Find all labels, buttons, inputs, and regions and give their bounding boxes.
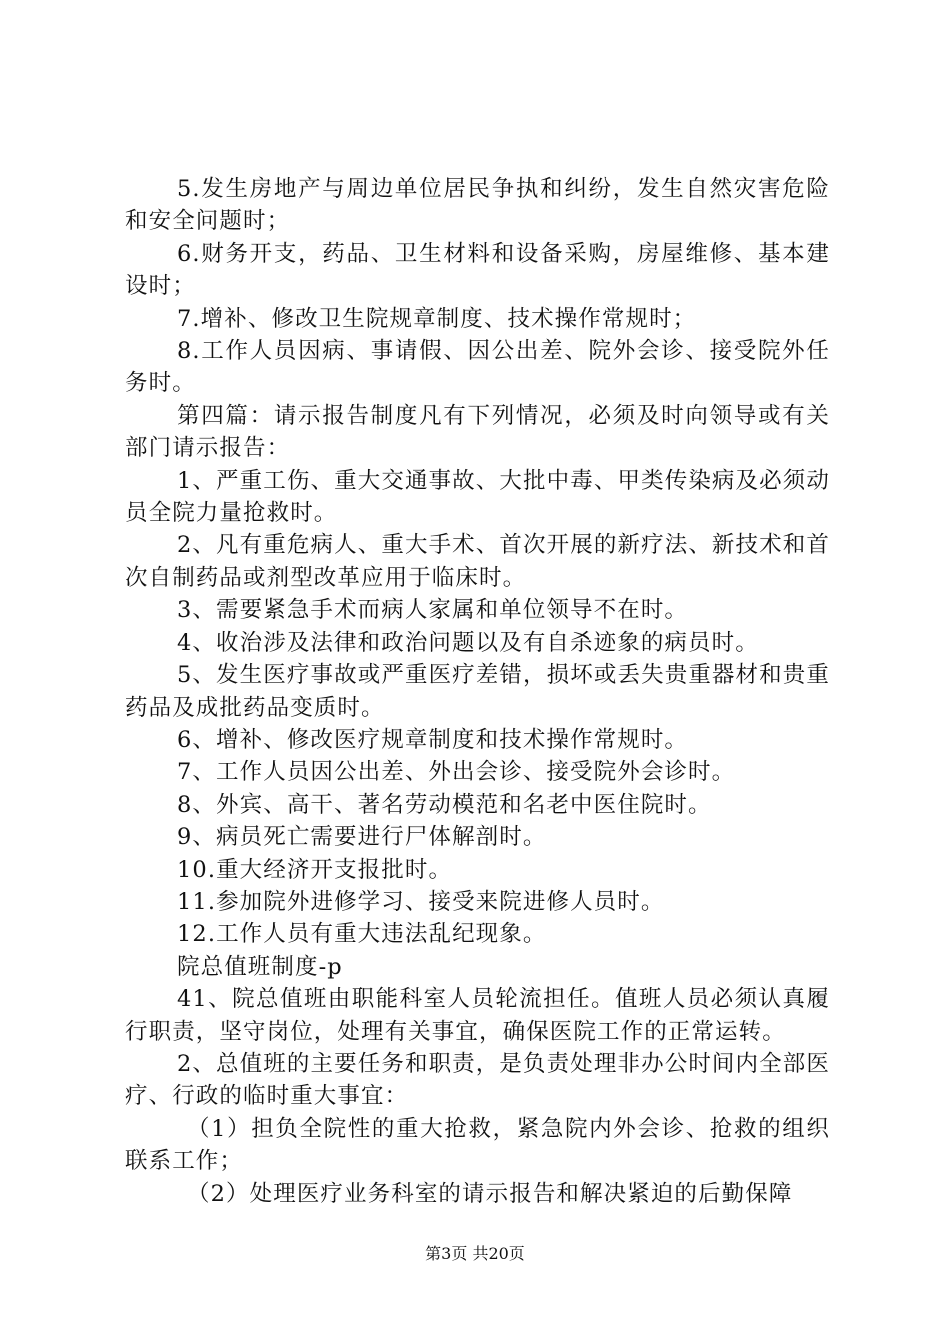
paragraph: 12.工作人员有重大违法乱纪现象。 — [177, 921, 547, 948]
paragraph: 6.财务开支，药品、卫生材料和设备采购，房屋维修、基本建设时； — [125, 240, 830, 300]
paragraph: 5、发生医疗事故或严重医疗差错，损坏或丢失贵重器材和贵重药品及成批药品变质时。 — [125, 662, 830, 721]
paragraph: 2、总值班的主要任务和职责，是负责处理非办公时间内全部医疗、行政的临时重大事宜： — [125, 1050, 830, 1110]
paragraph: 4、收治涉及法律和政治问题以及有自杀迹象的病员时。 — [177, 629, 759, 656]
paragraph: 1、严重工伤、重大交通事故、大批中毒、甲类传染病及必须动员全院力量抢救时。 — [125, 467, 830, 527]
paragraph: 2、凡有重危病人、重大手术、首次开展的新疗法、新技术和首次自制药品或剂型改革应用于临床时。 — [125, 532, 830, 591]
sub-item-paragraph: （2）处理医疗业务科室的请示报告和解决紧迫的后勤保障 — [187, 1180, 793, 1207]
paragraph: 8、外宾、高干、著名劳动模范和名老中医住院时。 — [177, 791, 712, 818]
paragraph: 10.重大经济开支报批时。 — [177, 856, 453, 883]
paragraph: 8.工作人员因病、事请假、因公出差、院外会诊、接受院外任务时。 — [125, 338, 830, 397]
section-title: 院总值班制度-p — [177, 953, 343, 980]
sub-item-paragraph: （1）担负全院性的重大抢救，紧急院内外会诊、抢救的组织联系工作； — [125, 1115, 830, 1175]
paragraph: 3、需要紧急手术而病人家属和单位领导不在时。 — [177, 597, 689, 624]
paragraph: 7.增补、修改卫生院规章制度、技术操作常规时； — [177, 305, 697, 332]
page-indicator: 第3页 共20页 — [425, 1244, 525, 1263]
paragraph: 6、增补、修改医疗规章制度和技术操作常规时。 — [177, 726, 689, 753]
paragraph: 41、院总值班由职能科室人员轮流担任。值班人员必须认真履行职责，坚守岗位，处理有关事宜，确保医院工作的正常运转。 — [125, 986, 830, 1045]
paragraph: 11.参加院外进修学习、接受来院进修人员时。 — [177, 888, 665, 915]
paragraph: 9、病员死亡需要进行尸体解剖时。 — [177, 824, 547, 851]
page-footer — [0, 1241, 950, 1264]
document-body — [125, 173, 830, 1210]
section-heading-paragraph: 第四篇：请示报告制度凡有下列情况，必须及时向领导或有关部门请示报告： — [125, 402, 830, 462]
paragraph: 5.发生房地产与周边单位居民争执和纠纷，发生自然灾害危险和安全问题时； — [125, 176, 830, 235]
paragraph: 7、工作人员因公出差、外出会诊、接受院外会诊时。 — [177, 759, 736, 786]
